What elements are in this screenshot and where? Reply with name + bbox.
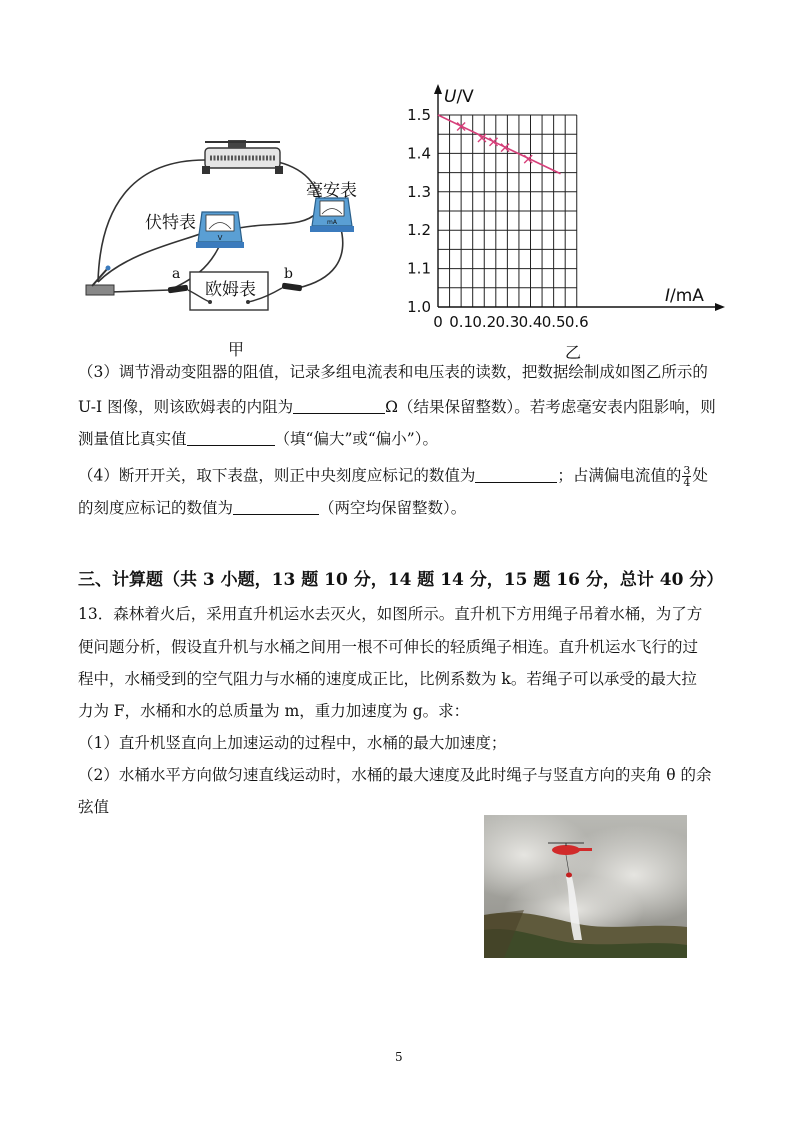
ui-chart [395,80,730,340]
y-axis-arrow [434,84,442,94]
q13-part1: （1）直升机竖直向上加速运动的过程中，水桶的最大加速度； [78,734,507,752]
q3-line2-text-a: U-I 图像，则该欧姆表的内阻为 [78,398,294,416]
x-tick-label: 0.4 [518,313,543,331]
q13-line3: 程中，水桶受到的空气阻力与水桶的速度成正比，比例系数为 k。若绳子可以承受的最大拉 [78,670,697,688]
x-tick-label: 0.3 [495,313,520,331]
q4-line1-text-b: ；占满偏电流值的 [557,466,682,485]
section-heading: 三、计算题（共 3 小题，13 题 10 分，14 题 14 分，15 题 16 分，总计 40 分） [78,570,724,590]
y-tick-label: 1.0 [407,298,431,316]
x-axis-arrow [715,303,725,311]
ohmmeter-label: 欧姆表 [205,280,256,300]
q4-line1 [78,465,728,488]
answer-blank-internal-resistance[interactable] [293,398,385,414]
y-tick-label: 1.2 [407,221,431,240]
x-axis-variable: I [665,286,671,306]
answer-blank-center-value[interactable] [475,467,557,483]
voltmeter-label: 伏特表 [145,213,196,233]
x-tick-label: 0 [433,313,443,331]
q4-line2-text-b: （两空均保留整数）。 [319,499,467,517]
y-tick-label: 1.5 [407,106,431,124]
answer-blank-bias[interactable] [187,430,275,446]
fraction-three-quarters [682,465,691,488]
q3-line3 [78,429,728,449]
q4-line2 [78,498,728,518]
q3-line1-text: （3）调节滑动变阻器的阻值，记录多组电流表和电压表的读数，把数据绘制成如图乙所示的 [78,363,708,381]
page-number: 5 [395,1050,403,1064]
answer-blank-three-quarter-value[interactable] [233,499,319,515]
x-tick-label: 0.2 [472,313,497,331]
q3-line2-text-b: Ω（结果保留整数）。若考虑毫安表内阻影响，则 [385,398,716,416]
q3-line3-text-b: （填“偏大”或“偏小”）。 [274,430,438,448]
fraction-numerator: 3 [683,464,691,477]
q4-line2-text-a: 的刻度应标记的数值为 [78,499,234,517]
q3-line1 [78,362,728,382]
q13-part2: （2）水桶水平方向做匀速直线运动时，水桶的最大速度及此时绳子与竖直方向的夹角 θ 的余 [78,766,712,784]
rheostat [202,140,283,174]
milliammeter [310,198,354,232]
y-tick-label: 1.1 [407,259,431,278]
x-tick-label: 0.1 [449,313,474,331]
x-tick-label: 0.5 [541,313,566,331]
q3-line3-text-a: 测量值比真实值 [78,430,187,448]
helicopter-firefighting-photo [484,815,687,958]
q3-line2 [78,397,728,417]
y-axis-variable: U [444,87,457,107]
y-tick-label: 1.3 [407,182,431,201]
voltmeter-symbol: V [217,234,223,242]
figure-a-caption: 甲 [228,340,245,359]
probe-b-label: b [284,266,293,282]
x-tick-label: 0.6 [564,313,589,331]
milliammeter-symbol: mA [327,219,337,226]
q13-line2: 便问题分析，假设直升机与水桶之间用一根不可伸长的轻质绳子相连。直升机运水飞行的过 [78,638,699,656]
q4-line1-text-c: 处 [692,466,708,485]
q13-line1: 13．森林着火后，采用直升机运水去灭火，如图所示。直升机下方用绳子吊着水桶，为了方 [78,605,703,623]
q4-line1-text-a: （4）断开开关，取下表盘，则正中央刻度应标记的数值为 [78,466,476,485]
figure-b-caption: 乙 [565,343,582,362]
q13-line4: 力为 F，水桶和水的总质量为 m，重力加速度为 g。求： [78,702,470,720]
y-tick-label: 1.4 [407,144,431,163]
fraction-denominator: 4 [683,476,691,489]
y-axis-title [444,87,474,107]
voltmeter [196,212,244,248]
probe-a-label: a [172,266,181,282]
q13-part2-continued: 弦值 [78,798,110,816]
x-axis-title [665,286,704,306]
milliammeter-label: 毫安表 [306,181,357,201]
y-axis-unit: /V [456,87,474,107]
probe-b [282,283,303,292]
x-axis-unit: /mA [670,286,704,306]
